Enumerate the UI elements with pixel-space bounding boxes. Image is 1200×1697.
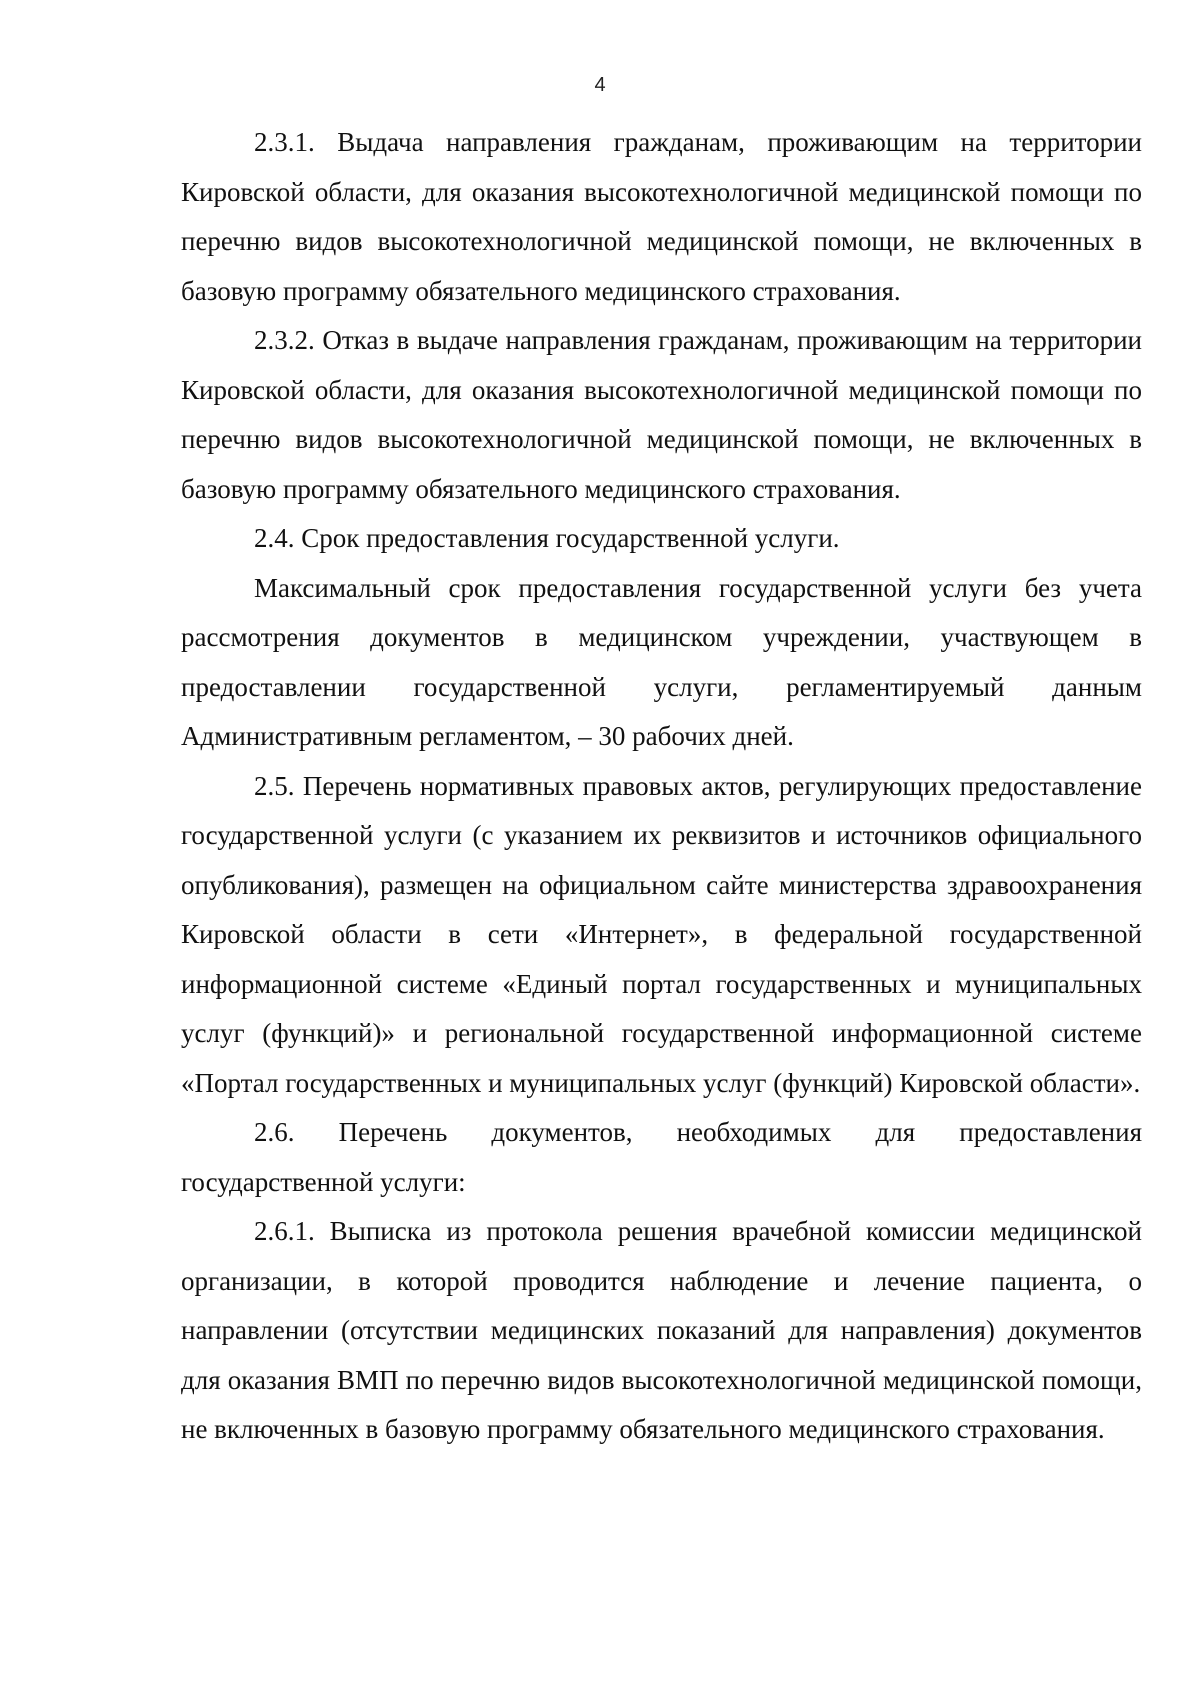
paragraph-2-3-1: 2.3.1. Выдача направления гражданам, проживающим на территории Кировской области, для оказания высокотехнологичной медицинской помощи по перечню видов высокотехнологичной медицинской помощи, не включенных в базовую программу обязательного медицинского страхования. bbox=[181, 127, 1142, 306]
page-number: 4 bbox=[594, 74, 606, 96]
paragraph-2-6-1: 2.6.1. Выписка из протокола решения врачебной комиссии медицинской организации, в которой проводится наблюдение и лечение пациента, о направлении (отсутствии медицинских показаний для направления) документов для оказания ВМП по перечню видов высокотехнологичной медицинской помощи, не включенных в базовую программу обязательного медицинского страхования. bbox=[181, 1216, 1142, 1444]
paragraph-2-5: 2.5. Перечень нормативных правовых актов, регулирующих предоставление государственной услуги (с указанием их реквизитов и источников официального опубликования), размещен на официальном сайте министерства здравоохранения Кировской области в сети «Интернет», в федеральной государственной информационной системе «Единый портал государственных и муниципальных услуг (функций)» и региональной государственной информационной системе «Портал государственных и муниципальных услуг (функций) Кировской области». bbox=[181, 770, 1142, 1098]
paragraph-2-4: 2.4. Срок предоставления государственной услуги. bbox=[254, 523, 840, 553]
paragraph-2-6: 2.6. Перечень документов, необходимых для предоставления государственной услуги: bbox=[181, 1117, 1142, 1197]
paragraph-max-term: Максимальный срок предоставления государственной услуги без учета рассмотрения документов в медицинском учреждении, участвующем в предоставлении государственной услуги, регламентируемый данным Административным регламентом, – 30 рабочих дней. bbox=[181, 572, 1142, 751]
document-body bbox=[181, 118, 1142, 1455]
paragraph-2-3-2: 2.3.2. Отказ в выдаче направления гражданам, проживающим на территории Кировской области, для оказания высокотехнологичной медицинской помощи по перечню видов высокотехнологичной медицинской помощи, не включенных в базовую программу обязательного медицинского страхования. bbox=[181, 325, 1142, 504]
